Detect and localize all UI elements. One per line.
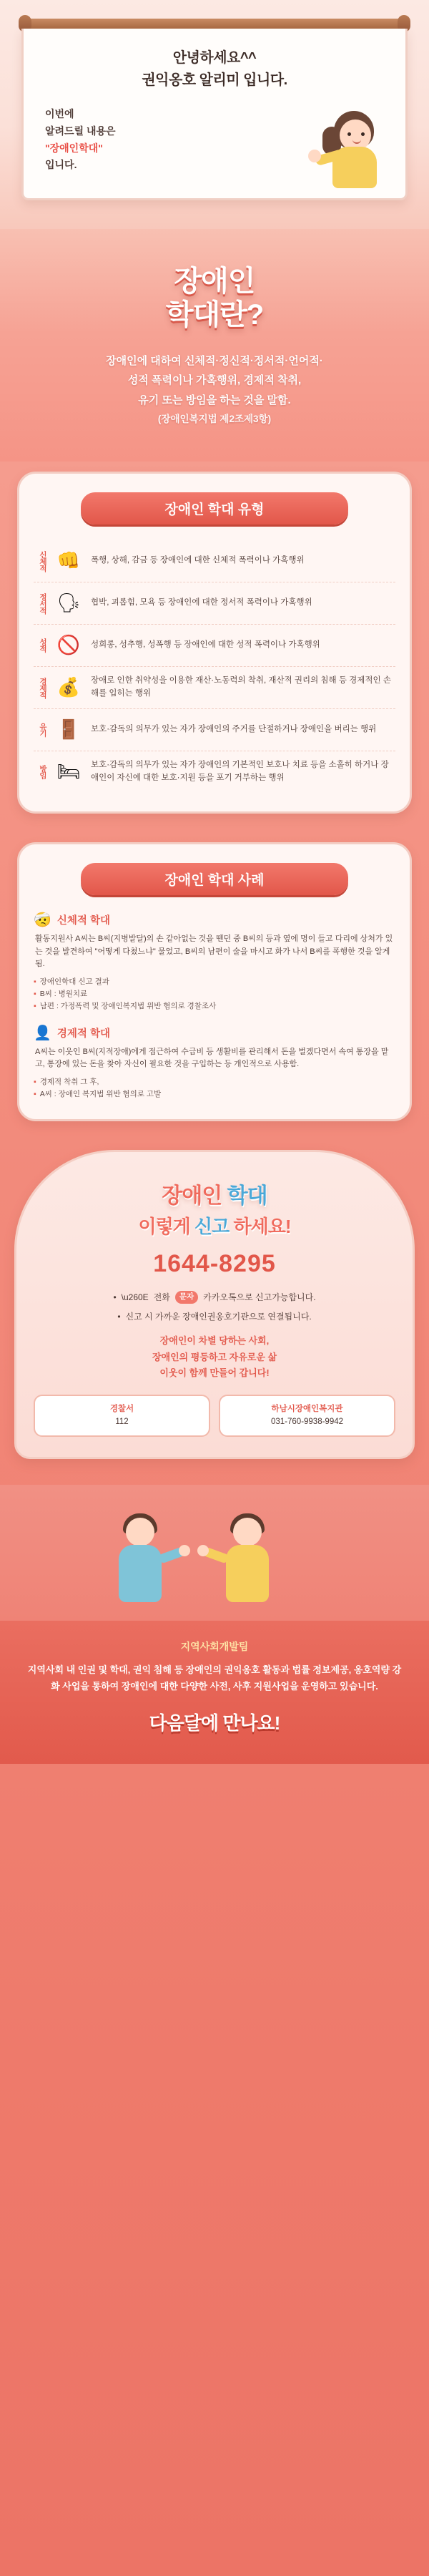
report-title-line-2: [34, 1212, 395, 1239]
footer-section: [0, 1621, 429, 1765]
abuse-type-row: [34, 709, 395, 751]
definition-title-line-2: 학대란?: [165, 299, 264, 331]
person-hand: [179, 1545, 190, 1556]
case-result-item: 남편 : 가정폭력 및 장애인복지법 위반 혐의로 경찰조사: [39, 1001, 217, 1010]
case-body: 활동지원사 A씨는 B씨(지병발달)의 손 같아없는 것을 뗀던 중 B씨의 등과 옆에 명이 들고 다리에 상처가 있는 것을 발견하여 "어떻게 다쳤느냐" 물었고, B씨의 남편이 술을 마시고 화가 나서 B씨를 폭행한 것을 알게 됨.: [35, 934, 393, 969]
person-head: [233, 1518, 262, 1546]
case-result-list: [34, 1076, 395, 1101]
greeting-line-1: 안녕하세요^^: [172, 50, 257, 66]
report-title-word-5: 하세요!: [233, 1215, 291, 1237]
bullet: ▪: [34, 990, 36, 999]
greeting-line-2: 권익옹호 알리미 입니다.: [142, 72, 287, 88]
report-message-line-3: 이웃이 함께 만들어 갑니다!: [159, 1367, 270, 1379]
greeting-title: [39, 47, 390, 92]
definition-title-line-1: 장애인: [174, 265, 255, 298]
person-hand: [197, 1545, 209, 1556]
definition-body-line-3: 유기 또는 방임을 하는 것을 말함.: [138, 394, 291, 407]
report-title-word-1: 장애인: [162, 1184, 222, 1208]
case-result-item: A씨 : 장애인 복지법 위반 혐의로 고발: [39, 1090, 162, 1099]
abuse-type-row: [34, 667, 395, 709]
money-icon: 💰: [56, 676, 81, 698]
abuse-type-row: [34, 625, 395, 667]
scroll-body: [21, 29, 408, 200]
contact-name: 경찰서: [109, 1405, 134, 1414]
person-illustration-right: [214, 1513, 280, 1621]
definition-body-line-1: 장애인에 대하여 신체적·정신적·정서적·언어적·: [106, 354, 323, 367]
banner-section: [0, 0, 429, 229]
report-connect-line: [34, 1310, 395, 1323]
person-head: [126, 1518, 154, 1546]
abuse-type-tag: 경제적: [39, 677, 47, 698]
contact-number: 031-760-9938-9942: [270, 1418, 344, 1427]
definition-title: [24, 265, 405, 332]
report-connect-text: 신고 시 가까운 장애인권옹호기관으로 연결됩니다.: [125, 1311, 312, 1322]
economic-abuse-icon: 👤: [34, 1025, 51, 1041]
report-message: [34, 1333, 395, 1382]
report-title-line-1: [34, 1178, 395, 1209]
bullet-dot: •: [117, 1311, 121, 1322]
contact-card-welfare-center[interactable]: [219, 1395, 395, 1437]
person-body: [226, 1545, 269, 1602]
case-heading: 경제적 학대: [56, 1028, 110, 1040]
bed-icon: 🛏: [56, 761, 81, 783]
person-illustration-left: [107, 1513, 173, 1621]
abuse-type-tag: 방임: [39, 765, 47, 779]
door-icon: 🚪: [56, 718, 81, 741]
bullet: ▪: [34, 977, 36, 987]
contact-card-police[interactable]: [34, 1395, 210, 1437]
case-result-item: 경제적 착취 그 후,: [39, 1078, 99, 1087]
abuse-cases-title: 장애인 학대 사례: [81, 863, 348, 895]
abuse-type-tag: 정서적: [39, 592, 47, 614]
abuse-type-row: [34, 751, 395, 793]
report-section: [14, 1150, 415, 1459]
bullet-dot: •: [113, 1292, 117, 1302]
abuse-type-text: 보호·감독의 의무가 있는 자가 장애인의 기본적인 보호나 치료 등을 소홀히 하거나 장애인이 자신에 대한 보호·지원 등을 포기 거부하는 행위: [91, 760, 389, 782]
report-title-word-4: 신고: [194, 1215, 230, 1237]
spacer: [0, 462, 429, 472]
abuse-cases-card: [17, 842, 412, 1121]
report-channel-line: [34, 1291, 395, 1304]
phone-icon: \u260E: [121, 1292, 149, 1302]
definition-body-line-2: 성적 폭력이나 가혹행위, 경제적 착취,: [127, 374, 302, 387]
abuse-types-title: 장애인 학대 유형: [81, 492, 348, 525]
case-body: A씨는 이웃인 B씨(지적장애)에게 접근하여 수급비 등 생활비를 관리해서 돈을 벌겠다면서 속여 통장을 맡고, 통장에 있는 돈을 찾아 자신이 필요한 것을 구입하는 등 개인적으로 사용함.: [35, 1047, 389, 1069]
footer-closing-message: 다음달에 만나요!: [149, 1712, 280, 1735]
scroll-rod: [26, 19, 403, 29]
contact-name: 하남시장애인복지관: [271, 1405, 343, 1414]
footer-team-name: 지역사회개발팀: [180, 1640, 249, 1652]
case-result-item: B씨 : 병원치료: [39, 990, 88, 999]
definition-law-note: (장애인복지법 제2조제3항): [157, 413, 272, 424]
sms-pill: 문자: [175, 1291, 198, 1304]
person-body: [119, 1545, 162, 1602]
bullet: ▪: [34, 1090, 36, 1099]
report-message-line-2: 장애인의 평등하고 자유로운 삶: [152, 1351, 277, 1362]
abuse-type-text: 성희롱, 성추행, 성폭행 등 장애인에 대한 성적 폭력이나 가혹행위: [91, 640, 320, 649]
bullet: ▪: [34, 1001, 36, 1010]
footer-description: 지역사회 내 인권 및 학대, 권익 침해 등 장애인의 권익옹호 활동과 법률 정보제공, 옹호역량 강화 사업을 통하여 장애인에 대한 다양한 사전, 사후 지원사업을 운영하고 있습니다.: [27, 1664, 402, 1692]
abuse-type-tag: 유기: [39, 723, 47, 737]
people-illustration-section: [0, 1485, 429, 1621]
greeting-sub-line-1: 이번에: [45, 108, 74, 119]
greeting-sub-highlight: "장애인학대": [45, 142, 103, 154]
greeting-sub-line-2: 알려드릴 내용은: [45, 125, 116, 137]
case-result-item: 장애인학대 신고 결과: [39, 977, 109, 987]
definition-body: [24, 351, 405, 429]
case-heading-row: [34, 911, 395, 929]
announcer-character-illustration: [317, 105, 395, 191]
case-heading: 신체적 학대: [56, 914, 110, 927]
shouting-head-icon: 🗣: [56, 592, 81, 614]
abuse-type-text: 협박, 괴롭힘, 모욕 등 장애인에 대한 정서적 폭력이나 가혹행위: [91, 597, 312, 607]
abuse-type-row: [34, 582, 395, 625]
prohibited-icon: 🚫: [56, 634, 81, 656]
greeting-sub-line-3: 입니다.: [45, 159, 77, 171]
report-message-line-1: 장애인이 차별 당하는 사회,: [159, 1335, 270, 1346]
definition-section: [0, 229, 429, 462]
abuse-type-text: 장애로 인한 취약성을 이용한 재산·노동력의 착취, 재산적 권리의 침해 등 경제적인 손해를 입히는 행위: [91, 675, 391, 698]
bullet: ▪: [34, 1078, 36, 1087]
physical-abuse-icon: 🤕: [34, 912, 51, 928]
abuse-type-text: 폭행, 상해, 감금 등 장애인에 대한 신체적 폭력이나 가혹행위: [91, 555, 305, 565]
report-title-word-3: 이렇게: [138, 1215, 190, 1237]
report-phone-number[interactable]: 1644-8295: [153, 1249, 276, 1277]
abuse-type-row: [34, 540, 395, 582]
case-result-list: [34, 976, 395, 1012]
report-channel-phone-label: 전화: [153, 1292, 170, 1302]
abuse-type-tag: 성적: [39, 638, 47, 653]
abuse-type-tag: 신체적: [39, 550, 47, 572]
contact-list: [34, 1395, 395, 1437]
abuse-types-card: [17, 472, 412, 814]
case-heading-row: [34, 1024, 395, 1042]
contact-number: 112: [115, 1418, 129, 1427]
abuse-type-text: 보호·감독의 의무가 있는 자가 장애인의 주거를 단절하거나 장애인을 버리는 행위: [91, 724, 377, 733]
report-channel-text: 카카오톡으로 신고가능합니다.: [203, 1292, 316, 1302]
report-title-word-2: 학대: [227, 1184, 267, 1208]
fist-icon: 👊: [56, 550, 81, 572]
